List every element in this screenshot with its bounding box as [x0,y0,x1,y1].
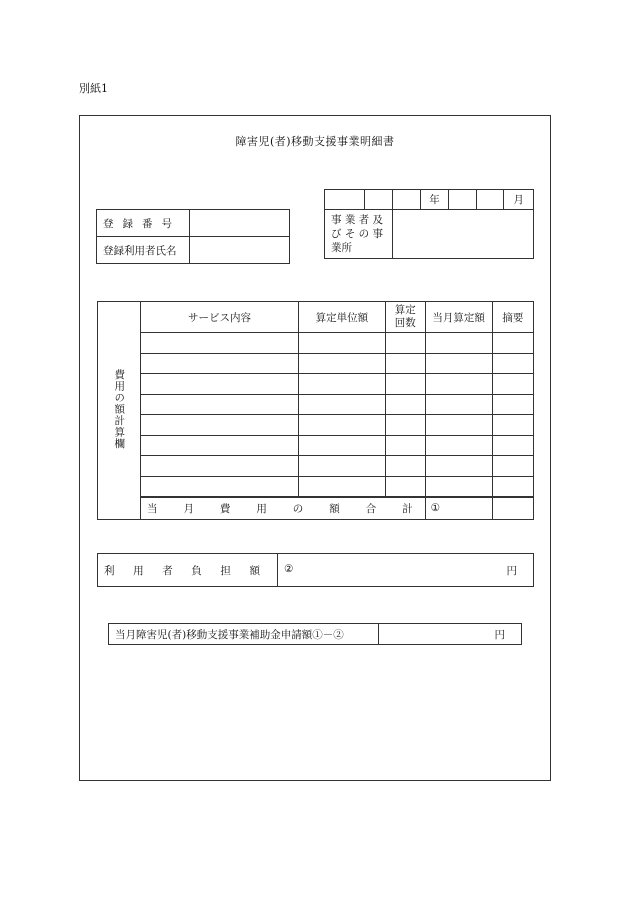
unit-price-cell[interactable] [298,456,385,477]
grant-amount-field[interactable] [379,624,522,645]
grant-yen: 円 [494,628,505,641]
document-label: 別紙1 [79,82,108,95]
year-digit-cell[interactable] [365,190,393,210]
user-name-label: 登録利用者氏名 [97,237,190,264]
header-count-line2: 回数 [394,317,416,329]
header-note: 摘要 [492,302,533,333]
unit-price-cell[interactable] [298,333,385,354]
unit-price-cell[interactable] [298,476,385,497]
table-row [98,374,534,395]
service-cell[interactable] [141,333,299,354]
service-cell[interactable] [141,435,299,456]
business-label-line: 事 業 者 及 [331,214,384,226]
note-cell[interactable] [492,476,533,497]
header-monthly-amount: 当月算定額 [425,302,492,333]
year-digit-cell[interactable] [325,190,365,210]
count-cell[interactable] [385,333,425,354]
unit-price-cell[interactable] [298,415,385,436]
count-cell[interactable] [385,476,425,497]
business-label [325,210,393,259]
total-char: の [292,502,304,515]
note-cell[interactable] [492,456,533,477]
reg-char: 登 [103,217,123,230]
year-label: 年 [421,190,449,210]
monthly-cell[interactable] [425,374,492,395]
total-label [141,497,426,520]
table-row [98,456,534,477]
note-cell[interactable] [492,394,533,415]
count-cell[interactable] [385,456,425,477]
note-cell[interactable] [492,435,533,456]
grant-table [108,623,522,645]
monthly-cell[interactable] [425,476,492,497]
unit-price-cell[interactable] [298,394,385,415]
unit-price-cell[interactable] [298,374,385,395]
burden-label [98,554,278,587]
count-cell[interactable] [385,435,425,456]
unit-price-cell[interactable] [298,353,385,374]
table-row [98,476,534,497]
cost-side-label: 費用の額計算欄 [98,302,141,520]
user-name-field[interactable] [190,237,290,264]
registration-table [96,209,290,264]
burden-mark: ② [284,562,294,575]
note-cell[interactable] [492,415,533,436]
table-row [98,333,534,354]
service-cell[interactable] [141,394,299,415]
burden-char: 額 [249,564,260,577]
table-row [98,353,534,374]
grant-label: 当月障害児(者)移動支援事業補助金申請額①－② [109,624,379,645]
burden-char: 利 [104,564,115,577]
monthly-cell[interactable] [425,333,492,354]
note-cell[interactable] [492,353,533,374]
cost-table [97,301,534,520]
header-count-line1: 算定 [394,304,416,316]
total-char: 月 [183,502,194,515]
count-cell[interactable] [385,353,425,374]
note-cell[interactable] [492,374,533,395]
reg-char: 番 [142,217,162,230]
table-row [98,394,534,415]
burden-char: 者 [162,564,173,577]
burden-table [97,553,534,587]
count-cell[interactable] [385,394,425,415]
monthly-cell[interactable] [425,394,492,415]
service-cell[interactable] [141,415,299,436]
reg-char: 録 [122,217,142,230]
reg-char: 号 [161,217,172,230]
business-label-line: び そ の 事 [331,228,384,240]
total-char: 計 [402,502,413,515]
burden-amount-field[interactable] [278,554,534,587]
service-cell[interactable] [141,353,299,374]
service-cell[interactable] [141,456,299,477]
month-digit-cell[interactable] [476,190,504,210]
total-char: 額 [329,502,340,515]
burden-char: 担 [220,564,231,577]
total-char: 当 [147,502,158,515]
total-mark: ① [430,502,441,515]
monthly-cell[interactable] [425,415,492,436]
month-label: 月 [504,190,534,210]
header-count [385,302,425,333]
business-table [324,189,534,259]
registration-number-field[interactable] [190,210,290,237]
note-cell[interactable] [492,333,533,354]
month-digit-cell[interactable] [448,190,476,210]
year-digit-cell[interactable] [393,190,421,210]
total-char: 合 [365,502,377,515]
burden-yen: 円 [506,564,517,577]
burden-char: 用 [133,564,144,577]
business-label-line: 業所 [331,242,352,254]
unit-price-cell[interactable] [298,435,385,456]
monthly-cell[interactable] [425,456,492,477]
monthly-cell[interactable] [425,353,492,374]
header-unit-price: 算定単位額 [298,302,385,333]
total-char: 用 [256,502,267,515]
table-row [98,435,534,456]
total-amount-cell[interactable] [425,497,492,520]
total-char: 費 [219,502,231,515]
service-cell[interactable] [141,476,299,497]
count-cell[interactable] [385,415,425,436]
form-title: 障害児(者)移動支援事業明細書 [235,135,395,148]
total-note-cell[interactable] [492,497,533,520]
business-field[interactable] [393,210,534,259]
monthly-cell[interactable] [425,435,492,456]
service-cell[interactable] [141,374,299,395]
count-cell[interactable] [385,374,425,395]
table-row [98,415,534,436]
header-service: サービス内容 [141,302,299,333]
burden-char: 負 [191,564,202,577]
registration-number-label [97,210,190,237]
